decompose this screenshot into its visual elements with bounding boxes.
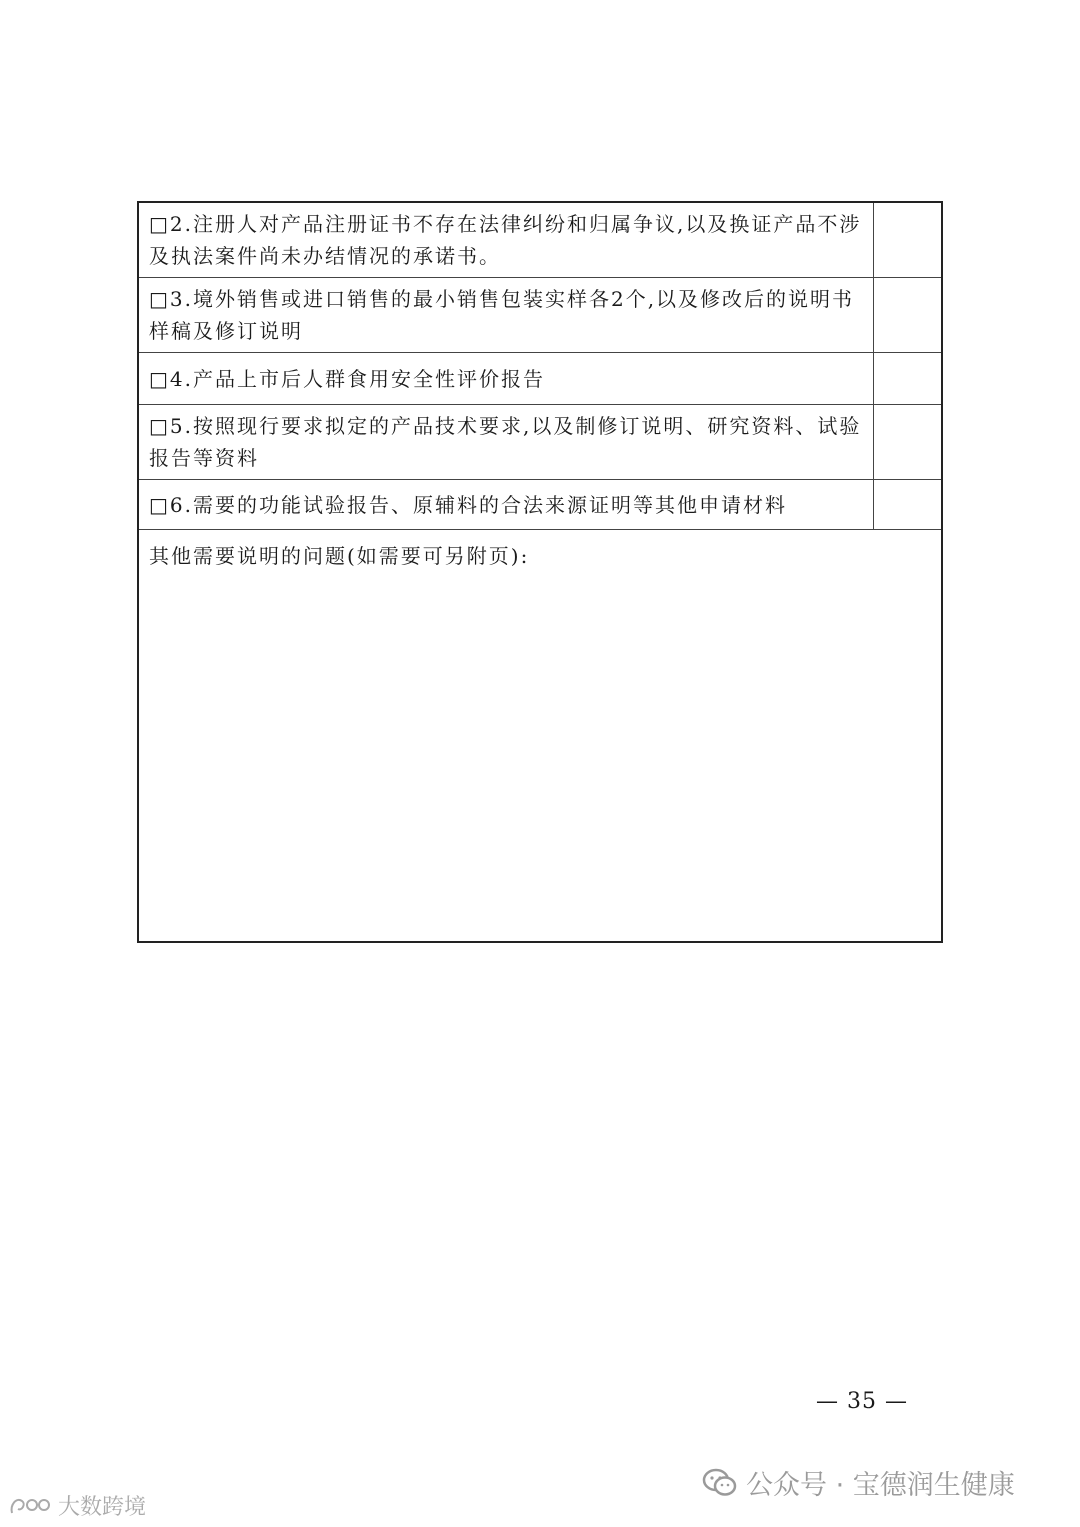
watermark-text: 大数跨境 <box>58 1495 147 1520</box>
row-text: □3.境外销售或进口销售的最小销售包装实样各2个,以及修改后的说明书样稿及修订说明 <box>149 287 855 343</box>
wechat-watermark <box>702 1463 1015 1502</box>
row-check-cell <box>873 278 941 352</box>
row-text: □4.产品上市后人群食用安全性评价报告 <box>149 366 545 391</box>
notes-label: 其他需要说明的问题(如需要可另附页): <box>149 544 530 568</box>
row-check-cell <box>873 405 941 479</box>
wechat-icon <box>702 1468 738 1498</box>
site-watermark <box>8 1490 146 1521</box>
table-row <box>139 278 941 353</box>
row-text: □5.按照现行要求拟定的产品技术要求,以及制修订说明、研究资料、试验报告等资料 <box>149 414 862 470</box>
row-text: □2.注册人对产品注册证书不存在法律纠纷和归属争议,以及换证产品不涉及执法案件尚未办结情况的承诺书。 <box>149 212 862 268</box>
logo-icon <box>8 1493 54 1519</box>
notes-section <box>139 530 941 941</box>
table-row <box>139 203 941 278</box>
table-row <box>139 405 941 480</box>
row-text: □6.需要的功能试验报告、原辅料的合法来源证明等其他申请材料 <box>149 492 787 517</box>
row-check-cell <box>873 353 941 404</box>
application-materials-table <box>137 201 943 943</box>
row-check-cell <box>873 480 941 529</box>
page-number: — 35 — <box>816 1389 908 1414</box>
watermark-text: 公众号 · 宝德润生健康 <box>746 1470 1015 1501</box>
table-row <box>139 353 941 405</box>
row-check-cell <box>873 203 941 277</box>
table-row <box>139 480 941 530</box>
